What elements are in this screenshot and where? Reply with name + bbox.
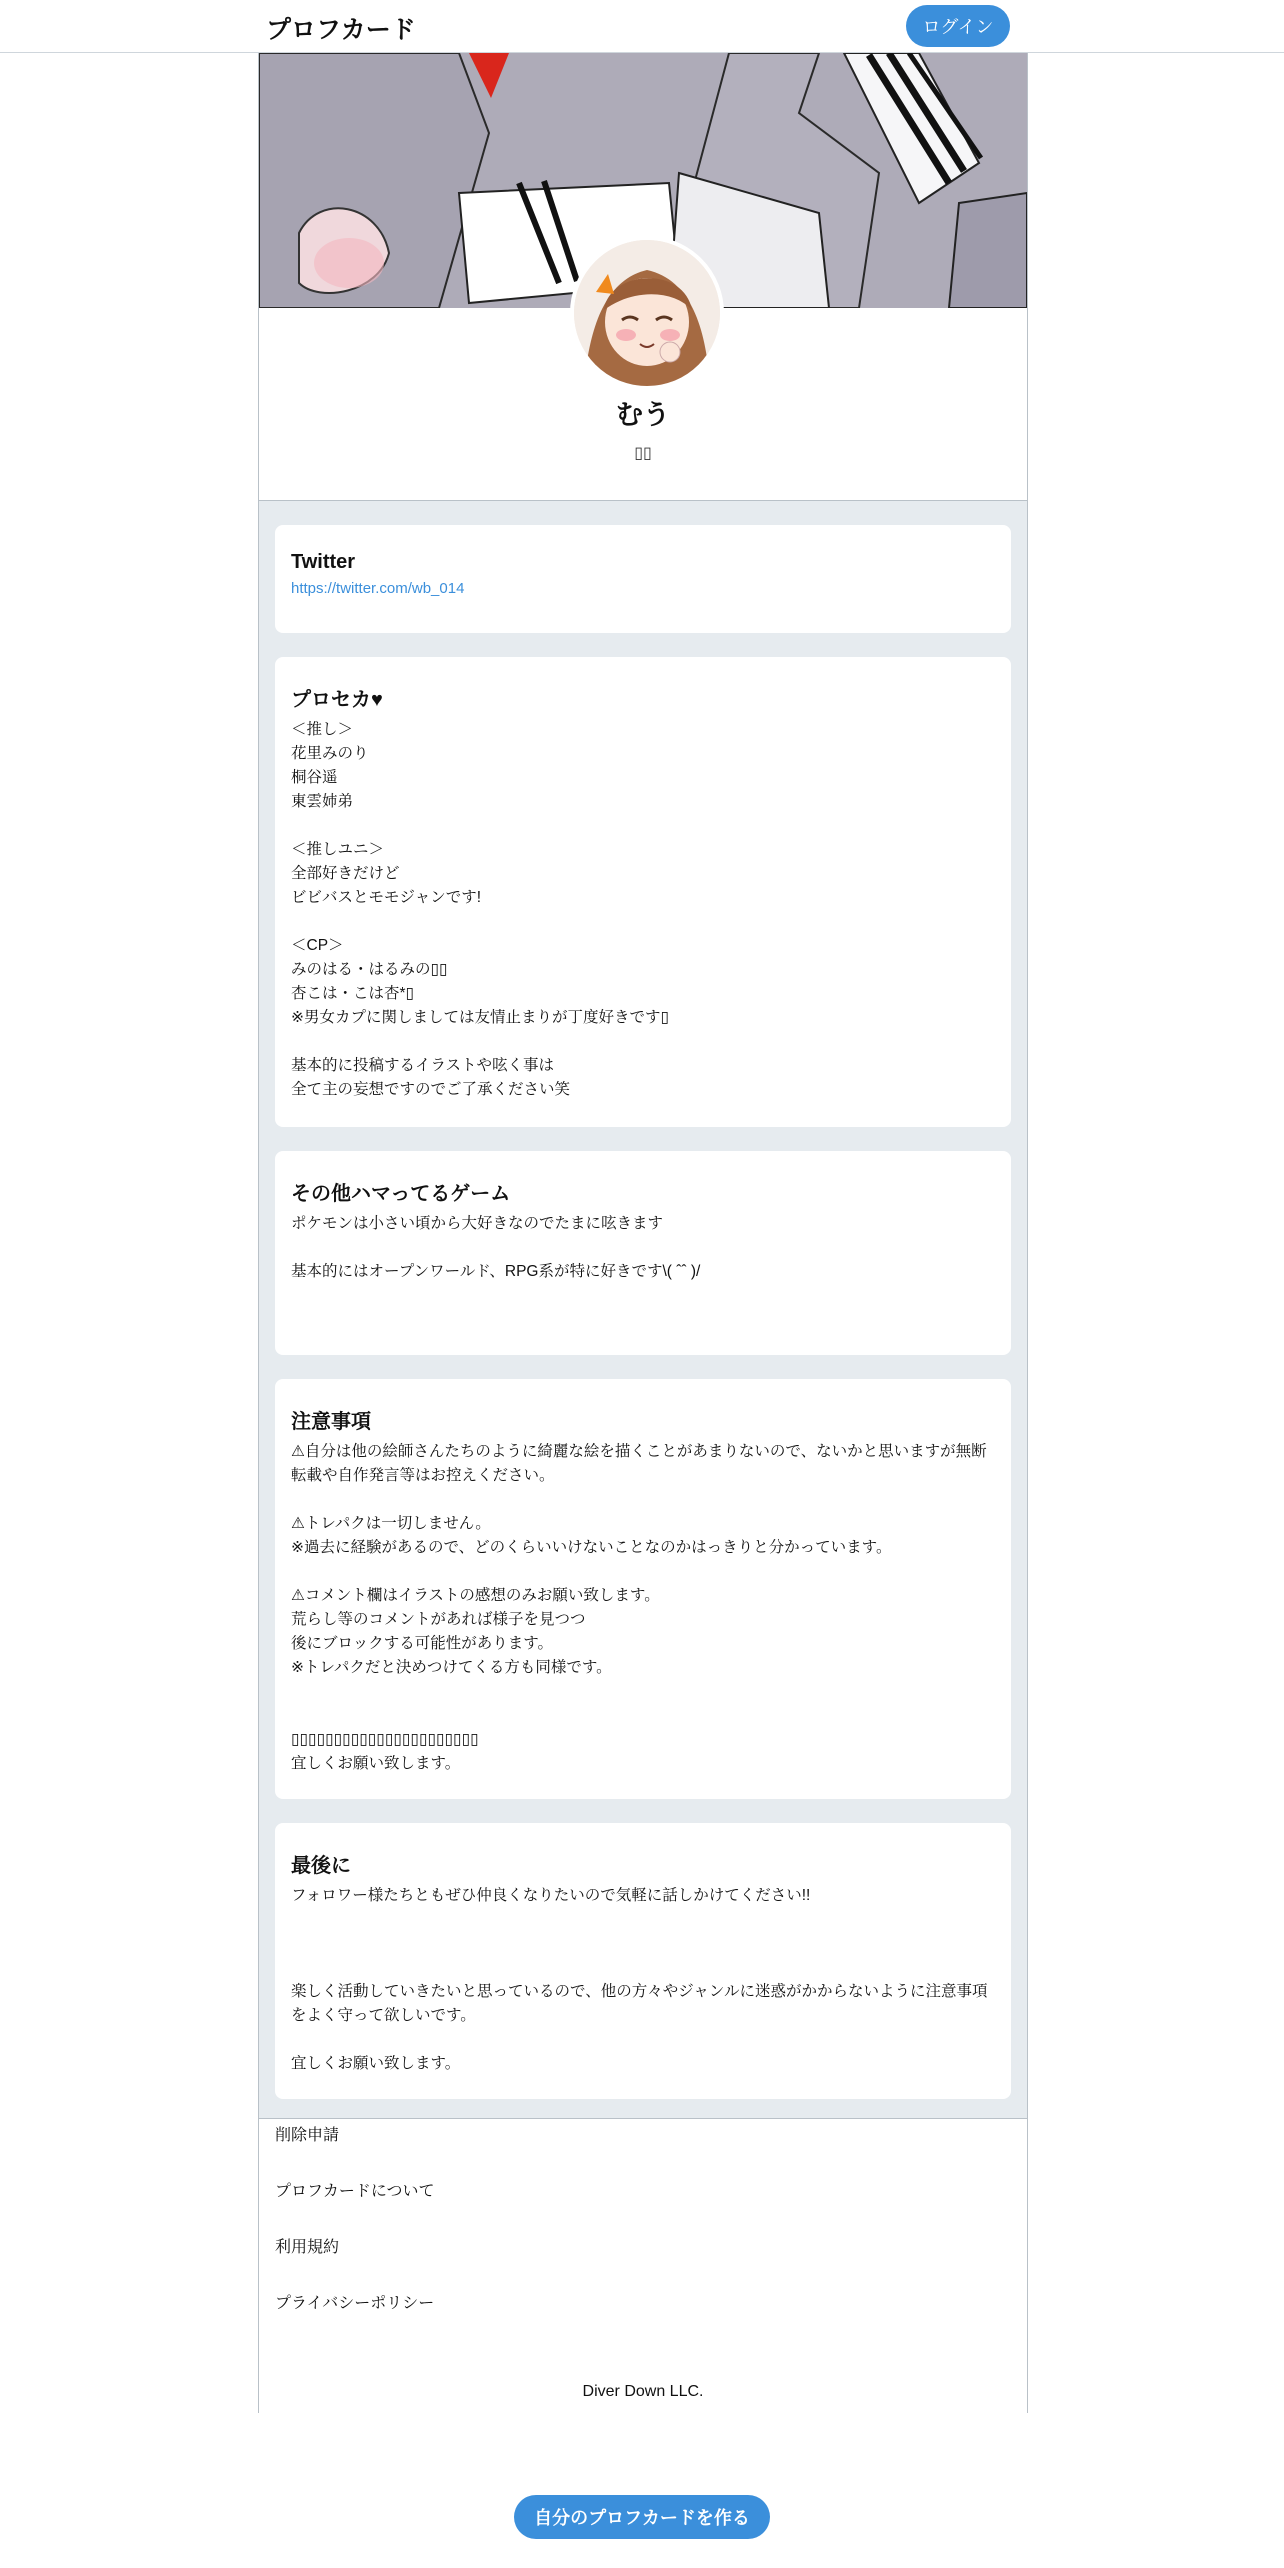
- twitter-link[interactable]: https://twitter.com/wb_014: [291, 580, 465, 597]
- profile-subtitle: ▯▯: [634, 445, 652, 462]
- card-other-games: [275, 1151, 1011, 1355]
- app-title[interactable]: プロフカード: [266, 16, 416, 44]
- card-finally: [275, 1823, 1011, 2099]
- card-title: 最後に: [291, 1855, 351, 1877]
- card-body: ＜推し＞ 花里みのり 桐谷遥 東雲姉弟 ＜推しユニ＞ 全部好きだけど ビビバスとモモジャンです! ＜CP＞ みのはる・はるみの▯▯ 杏こは・こは杏*▯ ※男女カプに関しましては友情止まりが丁度好きです▯ 基本的に投稿するイラストや呟く事は 全て主の妄想ですのでご了承ください笑: [291, 721, 670, 1098]
- card-title: 注意事項: [291, 1411, 371, 1433]
- company-name[interactable]: Diver Down LLC.: [582, 2383, 704, 2400]
- footer-links: [275, 2126, 435, 2350]
- card-notes: [275, 1379, 1011, 1799]
- privacy-link[interactable]: プライバシーポリシー: [275, 2295, 435, 2312]
- profile-name: むう: [616, 400, 670, 430]
- card-title: その他ハマってるゲーム: [291, 1183, 511, 1205]
- login-button[interactable]: ログイン: [906, 5, 1010, 47]
- profile-column: [258, 53, 1028, 2413]
- about-link[interactable]: プロフカードについて: [275, 2183, 435, 2200]
- terms-link[interactable]: 利用規約: [275, 2239, 340, 2256]
- card-twitter: [275, 525, 1011, 633]
- cards-area: [259, 500, 1027, 2119]
- create-card-button[interactable]: 自分のプロフカードを作る: [514, 2495, 770, 2539]
- card-body: フォロワー様たちともぜひ仲良くなりたいので気軽に話しかけてください!! 楽しく活動していきたいと思っているので、他の方々やジャンルに迷惑がかからないように注意事項をよく守って欲しいです。 宜しくお願い致します。: [291, 1887, 988, 2072]
- card-title: プロセカ♥: [291, 689, 383, 711]
- card-title: Twitter: [291, 551, 356, 573]
- delete-request-link[interactable]: 削除申請: [275, 2127, 340, 2144]
- card-prosekai: [275, 657, 1011, 1127]
- top-header: [0, 0, 1284, 53]
- avatar[interactable]: [570, 236, 724, 390]
- avatar-illustration: [574, 240, 720, 386]
- card-body: ポケモンは小さい頃から大好きなのでたまに呟きます 基本的にはオープンワールド、RPG系が特に好きです\( ˆˆ )/: [291, 1215, 701, 1280]
- card-body: ⚠自分は他の絵師さんたちのように綺麗な絵を描くことがあまりないので、ないかと思いますが無断転載や自作発言等はお控えください。 ⚠トレパクは一切しません。 ※過去に経験があるので、どのくらいいけないことなのかはっきりと分かっています。 ⚠コメント欄はイラストの感想のみお願い致します。 荒らし等のコメントがあれば様子を見つつ 後にブロックする可能性があります。 ※トレパクだと決めつけてくる方も同様です。 ▯▯▯▯▯▯▯▯▯▯▯▯▯▯▯▯▯▯▯▯▯▯ 宜しくお願い致します。: [291, 1443, 987, 1772]
